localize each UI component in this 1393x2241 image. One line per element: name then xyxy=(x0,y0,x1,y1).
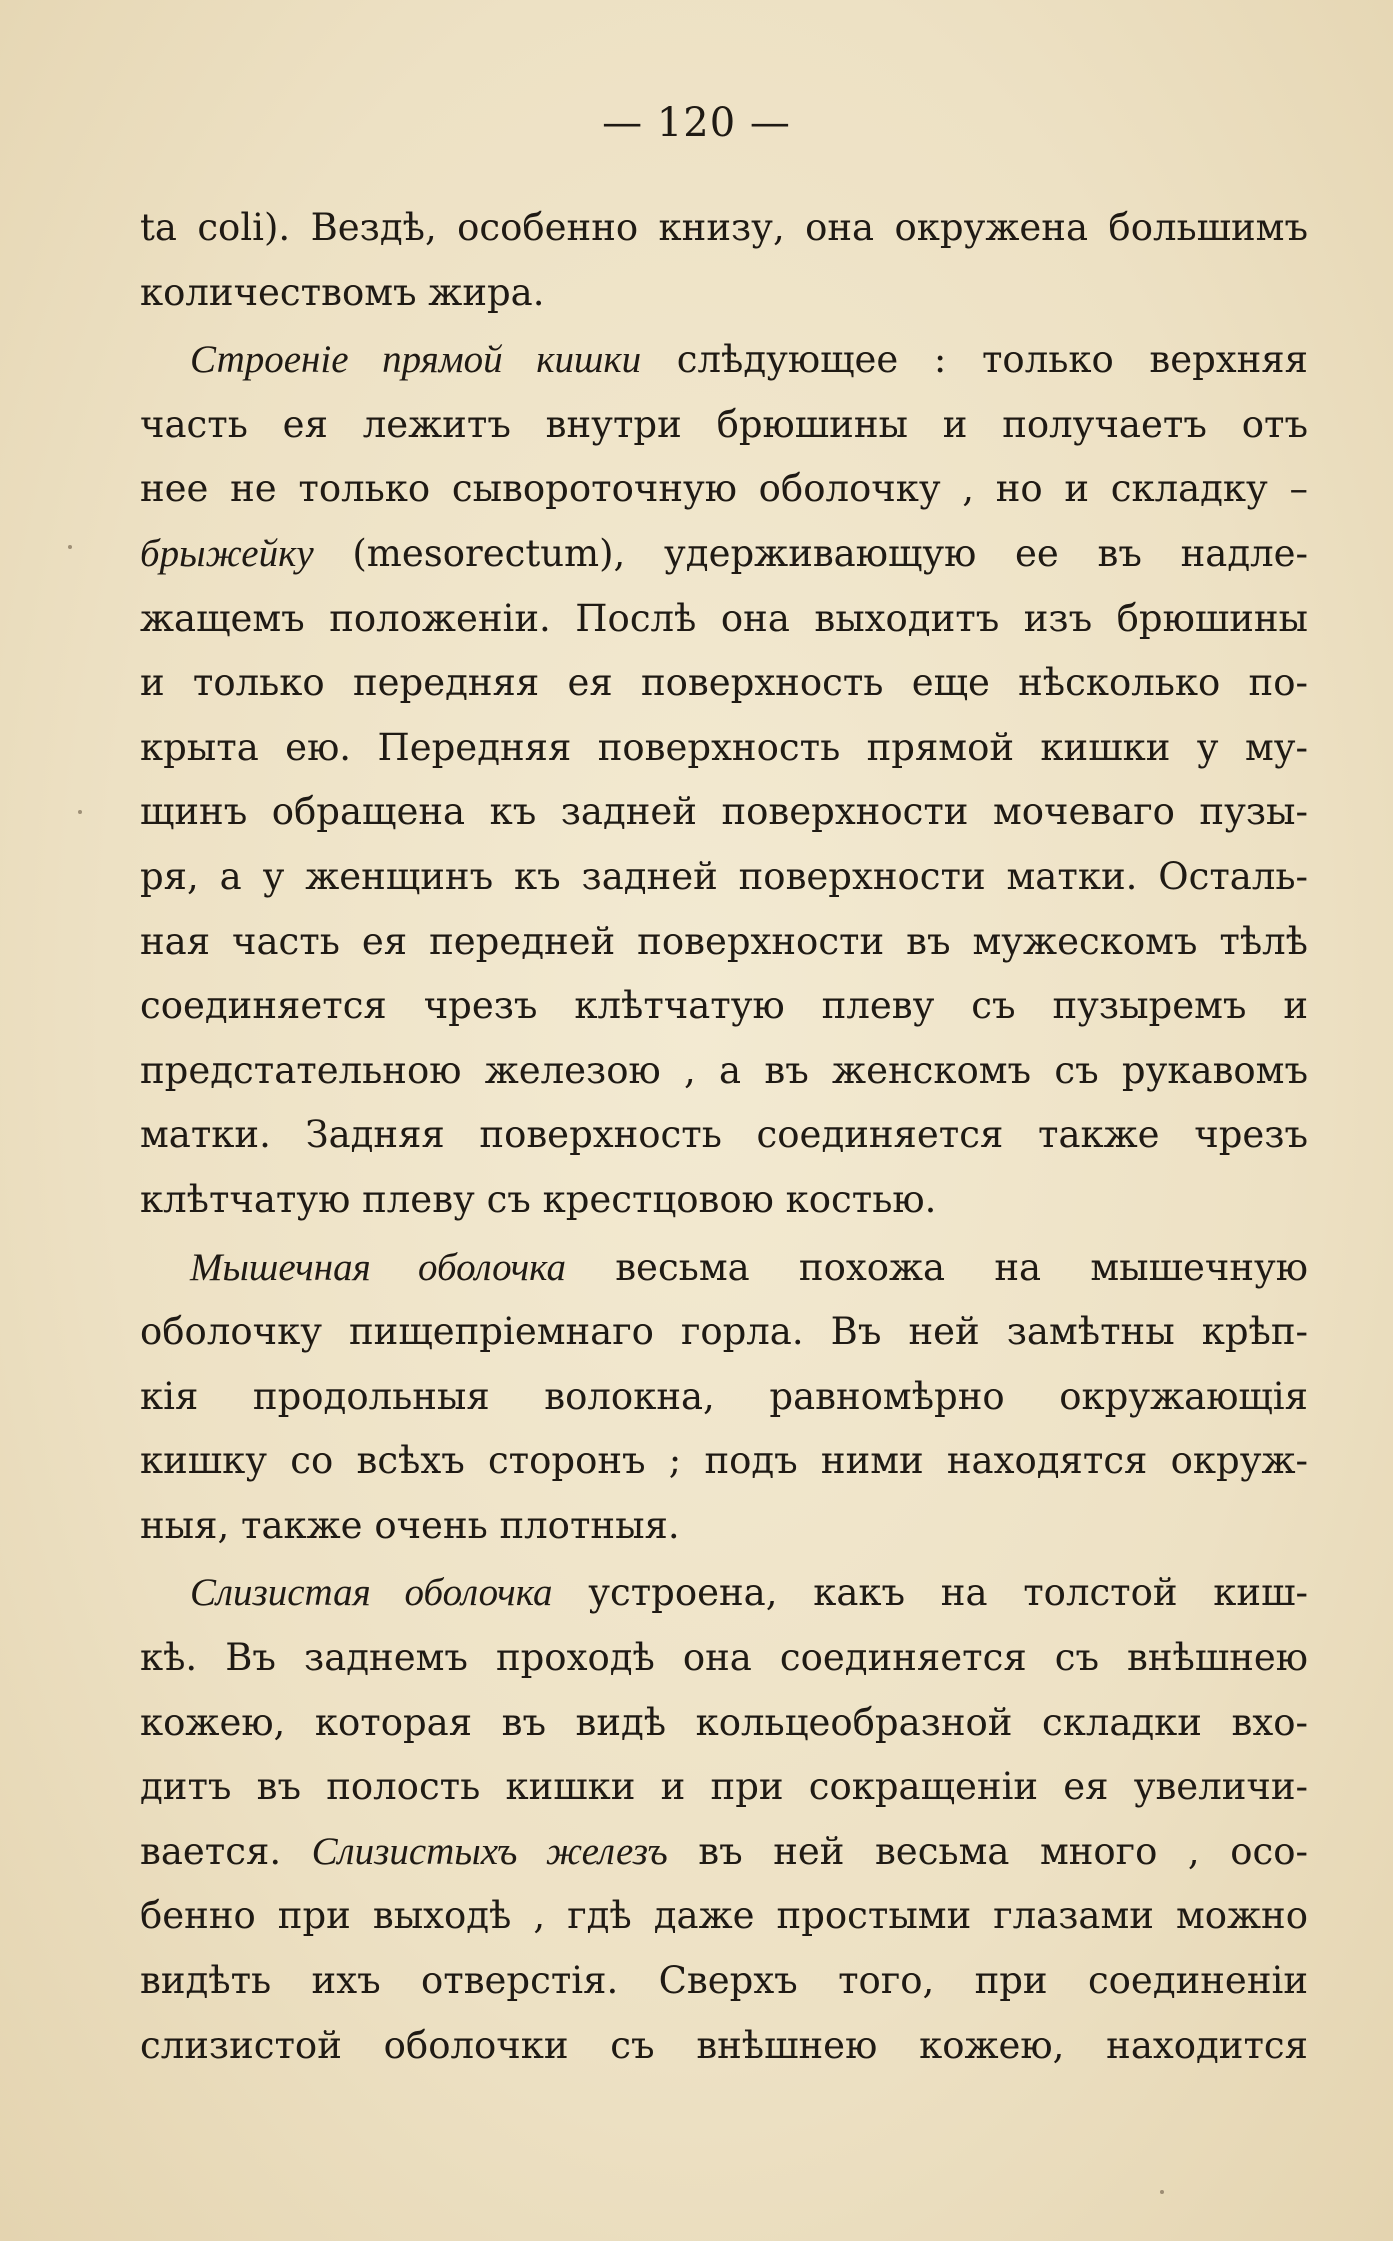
text-line: дитъ въ полость кишки и при сокращеніи ея увеличи- xyxy=(140,1765,1308,1809)
paper-speck xyxy=(68,545,72,549)
text-line: кожею, которая въ видѣ кольцеобразной складки вхо- xyxy=(140,1700,1308,1744)
text-line: крыта ею. Передняя поверхность прямой кишки у му- xyxy=(140,725,1308,769)
text-line: ная часть ея передней поверхности въ мужескомъ тѣлѣ xyxy=(140,919,1308,963)
text-line: ныя, также очень плотныя. xyxy=(140,1503,680,1547)
italic-term: брыжейку xyxy=(140,531,314,575)
text-line: вается. Слизистыхъ железъ въ ней весьма много , осо- xyxy=(140,1829,1308,1873)
italic-term: Слизистыхъ железъ xyxy=(311,1829,668,1873)
text-line: жащемъ положеніи. Послѣ она выходитъ изъ брюшины xyxy=(140,596,1308,640)
text-line: часть ея лежитъ внутри брюшины и получаетъ отъ xyxy=(140,402,1308,446)
italic-term: Мышечная оболочка xyxy=(190,1245,566,1289)
body-text xyxy=(140,196,1308,2078)
text-line: количествомъ жира. xyxy=(140,270,545,314)
text-line: ря, а у женщинъ къ задней поверхности матки. Осталь- xyxy=(140,854,1308,898)
text-line: бенно при выходѣ , гдѣ даже простыми глазами можно xyxy=(140,1894,1308,1938)
text-line: матки. Задняя поверхность соединяется также чрезъ xyxy=(140,1113,1308,1157)
text-line: слизистой оболочки съ внѣшнею кожею, находится xyxy=(140,2023,1308,2067)
text-line: нее не только сывороточную оболочку , но и складку – xyxy=(140,467,1308,511)
text-line: кѣ. Въ заднемъ проходѣ она соединяется съ внѣшнею xyxy=(140,1636,1308,1680)
text-line: соединяется чрезъ клѣтчатую плеву съ пузыремъ и xyxy=(140,984,1308,1028)
text-line: видѣть ихъ отверстія. Сверхъ того, при соединеніи xyxy=(140,1959,1308,2003)
text-line: Слизистая оболочка устроена, какъ на толстой киш- xyxy=(190,1571,1308,1615)
italic-term: Слизистая оболочка xyxy=(190,1571,553,1615)
text-line: клѣтчатую плеву съ крестцовою костью. xyxy=(140,1177,937,1221)
text-line: и только передняя ея поверхность еще нѣсколько по- xyxy=(140,661,1308,705)
text-line: оболочку пищепріемнаго горла. Въ ней замѣтны крѣп- xyxy=(140,1310,1308,1354)
text-line: ta coli). Вездѣ, особенно книзу, она окружена большимъ xyxy=(140,206,1308,249)
text-line: Мышечная оболочка весьма похожа на мышечную xyxy=(190,1245,1309,1289)
text-line: предстательною железою , а въ женскомъ съ рукавомъ xyxy=(140,1048,1308,1092)
text-line: кишку со всѣхъ сторонъ ; подъ ними находятся окруж- xyxy=(140,1439,1308,1483)
paper-speck xyxy=(1160,2190,1164,2194)
text-line: брыжейку (mesorectum), удерживающую ее въ надле- xyxy=(140,531,1308,575)
text-line: Строеніе прямой кишки слѣдующее : только верхняя xyxy=(190,338,1308,382)
page-number: — 120 — xyxy=(602,100,791,146)
text-line: кія продольныя волокна, равномѣрно окружающія xyxy=(140,1374,1308,1418)
text-line: щинъ обращена къ задней поверхности мочеваго пузы- xyxy=(140,790,1308,834)
paper-speck xyxy=(78,810,82,814)
italic-term: Строеніе прямой кишки xyxy=(190,338,642,382)
